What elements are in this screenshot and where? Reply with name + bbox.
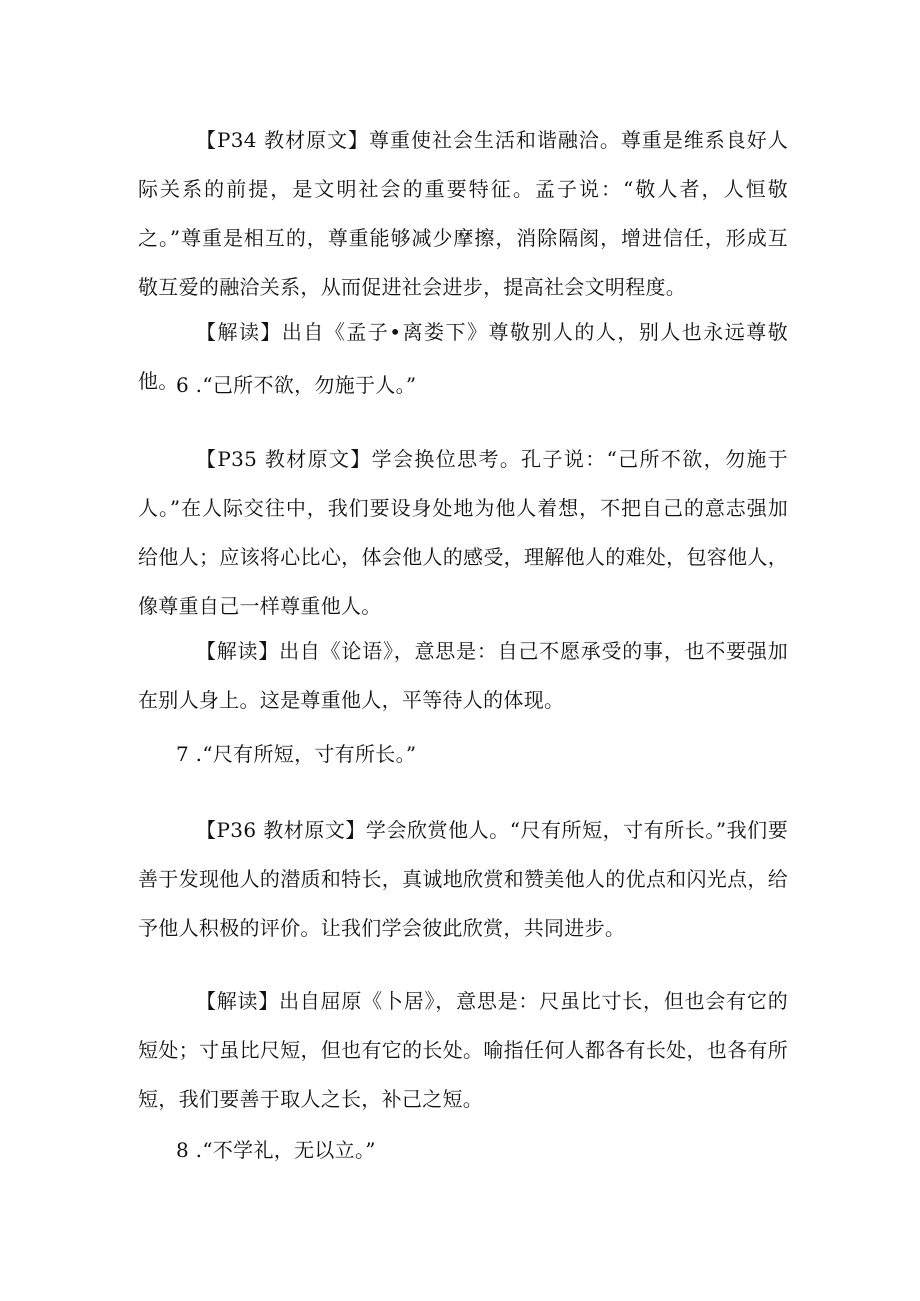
p34-original-text: 【P34 教材原文】尊重使社会生活和谐融洽。尊重是维系良好人际关系的前提，是文明社会的重要特征。孟子说：“敬人者，人恒敬之。”尊重是相互的，尊重能够减少摩擦，消除隔阂，增进信任，形成互敬互爱的融洽关系，从而促进社会进步，提高社会文明程度。	[138, 128, 788, 299]
p36-original-paragraph	[138, 806, 788, 953]
p35-original-text: 【P35 教材原文】学会换位思考。孔子说：“己所不欲，勿施于人。”在人际交往中，我们要设身处地为他人着想，不把自己的意志强加给他人；应该将心比心，体会他人的感受，理解他人的难处，包容他人，像尊重自己一样尊重他人。	[138, 447, 788, 618]
p36-original-text: 【P36 教材原文】学会欣赏他人。“尺有所短，寸有所长。”我们要善于发现他人的潜质和特长，真诚地欣赏和赞美他人的优点和闪光点，给予他人积极的评价。让我们学会彼此欣赏，共同进步。	[138, 818, 788, 940]
item-6-heading: 6 .“己所不欲，勿施于人。”	[176, 373, 417, 397]
p34-reading-text: 【解读】出自《孟子•离娄下》尊敬别人的人，别人也永远尊敬他。	[138, 320, 788, 393]
p35-original-paragraph	[138, 435, 788, 631]
p36-reading-paragraph	[138, 977, 788, 1124]
p34-original-paragraph	[138, 116, 788, 312]
item-8-heading: 8 .“不学礼，无以立。”	[176, 1138, 376, 1162]
p36-reading-text: 【解读】出自屈原《卜居》，意思是：尺虽比寸长，但也会有它的短处；寸虽比尺短，但也有它的长处。喻指任何人都各有长处，也各有所短，我们要善于取人之长，补己之短。	[138, 989, 788, 1111]
p35-reading-paragraph	[138, 627, 788, 725]
p35-reading-text: 【解读】出自《论语》，意思是：自己不愿承受的事，也不要强加在别人身上。这是尊重他人，平等待人的体现。	[138, 639, 788, 712]
item-7-heading: 7 .“尺有所短，寸有所长。”	[176, 742, 417, 766]
